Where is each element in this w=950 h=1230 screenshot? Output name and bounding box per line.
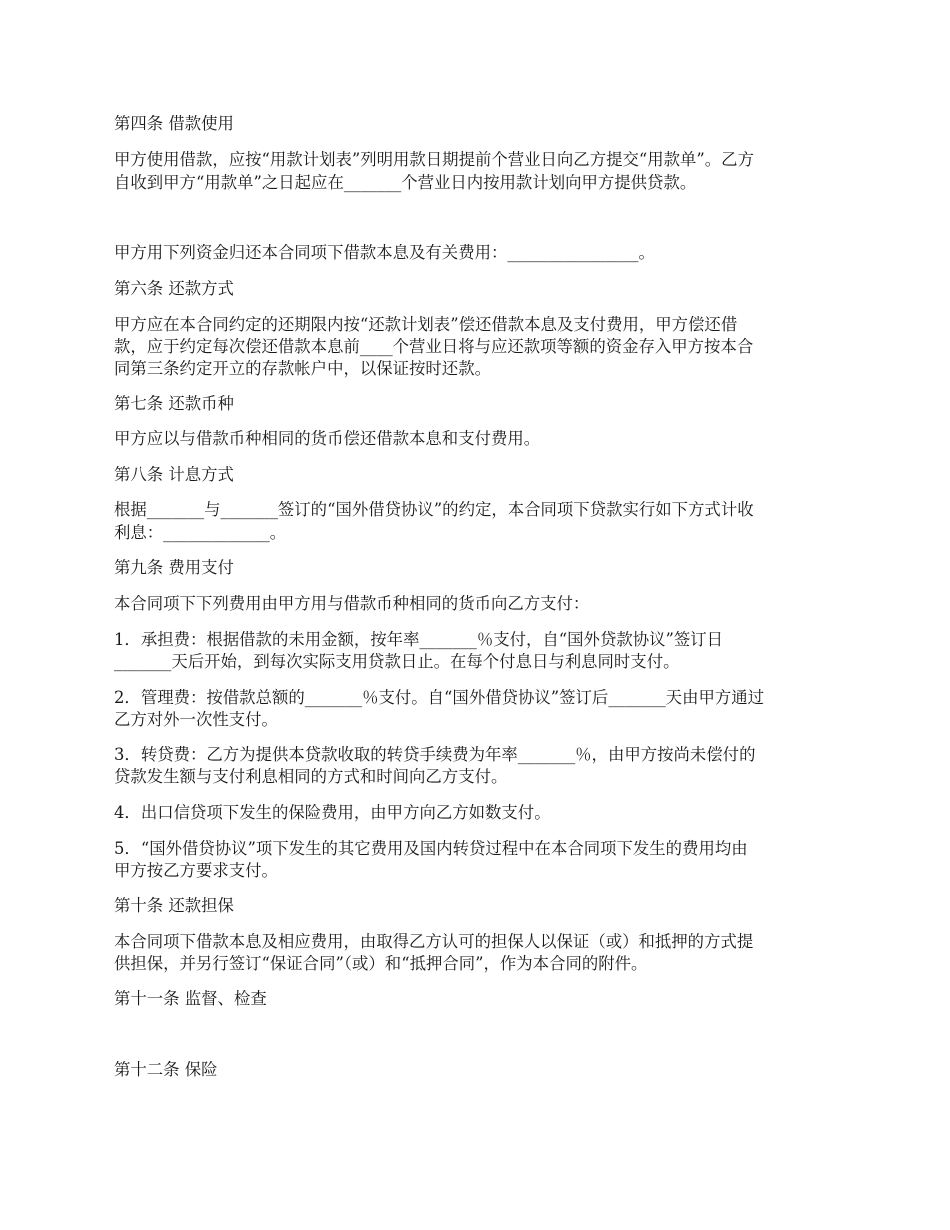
paragraph-line: 甲方用下列资金归还本合同项下借款本息及有关费用：________________。 [114, 243, 655, 262]
list-item-line: 乙方对外一次性支付。 [114, 710, 278, 729]
paragraph-line: 根据_______与_______签订的“国外借贷协议”的约定，本合同项下贷款实行如下方式计收 [114, 500, 754, 519]
paragraph-line: 供担保，并另行签订“保证合同”（或）和“抵押合同”，作为本合同的附件。 [114, 954, 648, 973]
paragraph-line: 同第三条约定开立的存款帐户中，以保证按时还款。 [114, 359, 491, 378]
section-heading: 第九条 费用支付 [114, 558, 234, 577]
paragraph-line: 本合同项下借款本息及相应费用，由取得乙方认可的担保人以保证（或）和抵押的方式提 [114, 932, 754, 951]
list-item-line: 贷款发生额与支付利息相同的方式和时间向乙方支付。 [114, 767, 508, 786]
list-item-line: 5．“国外借贷协议”项下发生的其它费用及国内转贷过程中在本合同项下发生的费用均由 [114, 839, 748, 858]
paragraph-line: 自收到甲方“用款单”之日起应在_______个营业日内按用款计划向甲方提供贷款。 [114, 173, 697, 192]
list-item-line: 2．管理费：按借款总额的_______％支付。自“国外借贷协议”签订后_______天由甲方通过 [114, 688, 765, 707]
section-heading: 第十二条 保险 [114, 1060, 218, 1079]
paragraph-line: 甲方应以与借款币种相同的货币偿还借款本息和支付费用。 [114, 429, 541, 448]
list-item-line: 1．承担费：根据借款的未用金额，按年率_______％支付，自“国外贷款协议”签订日 [114, 630, 724, 649]
list-item-line: _______天后开始，到每次实际支用贷款日止。在每个付息日与利息同时支付。 [114, 652, 680, 671]
section-heading: 第七条 还款币种 [114, 394, 234, 413]
paragraph-line: 本合同项下下列费用由甲方用与借款币种相同的货币向乙方支付： [114, 594, 590, 613]
section-heading: 第十一条 监督、检查 [114, 989, 267, 1008]
section-heading: 第十条 还款担保 [114, 896, 234, 915]
list-item-line: 甲方按乙方要求支付。 [114, 861, 278, 880]
section-heading: 第六条 还款方式 [114, 279, 234, 298]
paragraph-line: 甲方应在本合同约定的还期限内按“还款计划表”偿还借款本息及支付费用，甲方偿还借 [114, 315, 738, 334]
list-item-line: 4．出口信贷项下发生的保险费用，由甲方向乙方如数支付。 [114, 803, 551, 822]
list-item-line: 3．转贷费：乙方为提供本贷款收取的转贷手续费为年率_______％，由甲方按尚未偿付的 [114, 745, 756, 764]
section-heading: 第四条 借款使用 [114, 114, 234, 133]
paragraph-line: 款，应于约定每次偿还借款本息前____个营业日将与应还款项等额的资金存入甲方按本合 [114, 337, 754, 356]
paragraph-line: 甲方使用借款，应按“用款计划表”列明用款日期提前个营业日向乙方提交“用款单”。乙方 [114, 150, 754, 169]
section-heading: 第八条 计息方式 [114, 465, 234, 484]
paragraph-line: 利息：_____________。 [114, 523, 287, 542]
